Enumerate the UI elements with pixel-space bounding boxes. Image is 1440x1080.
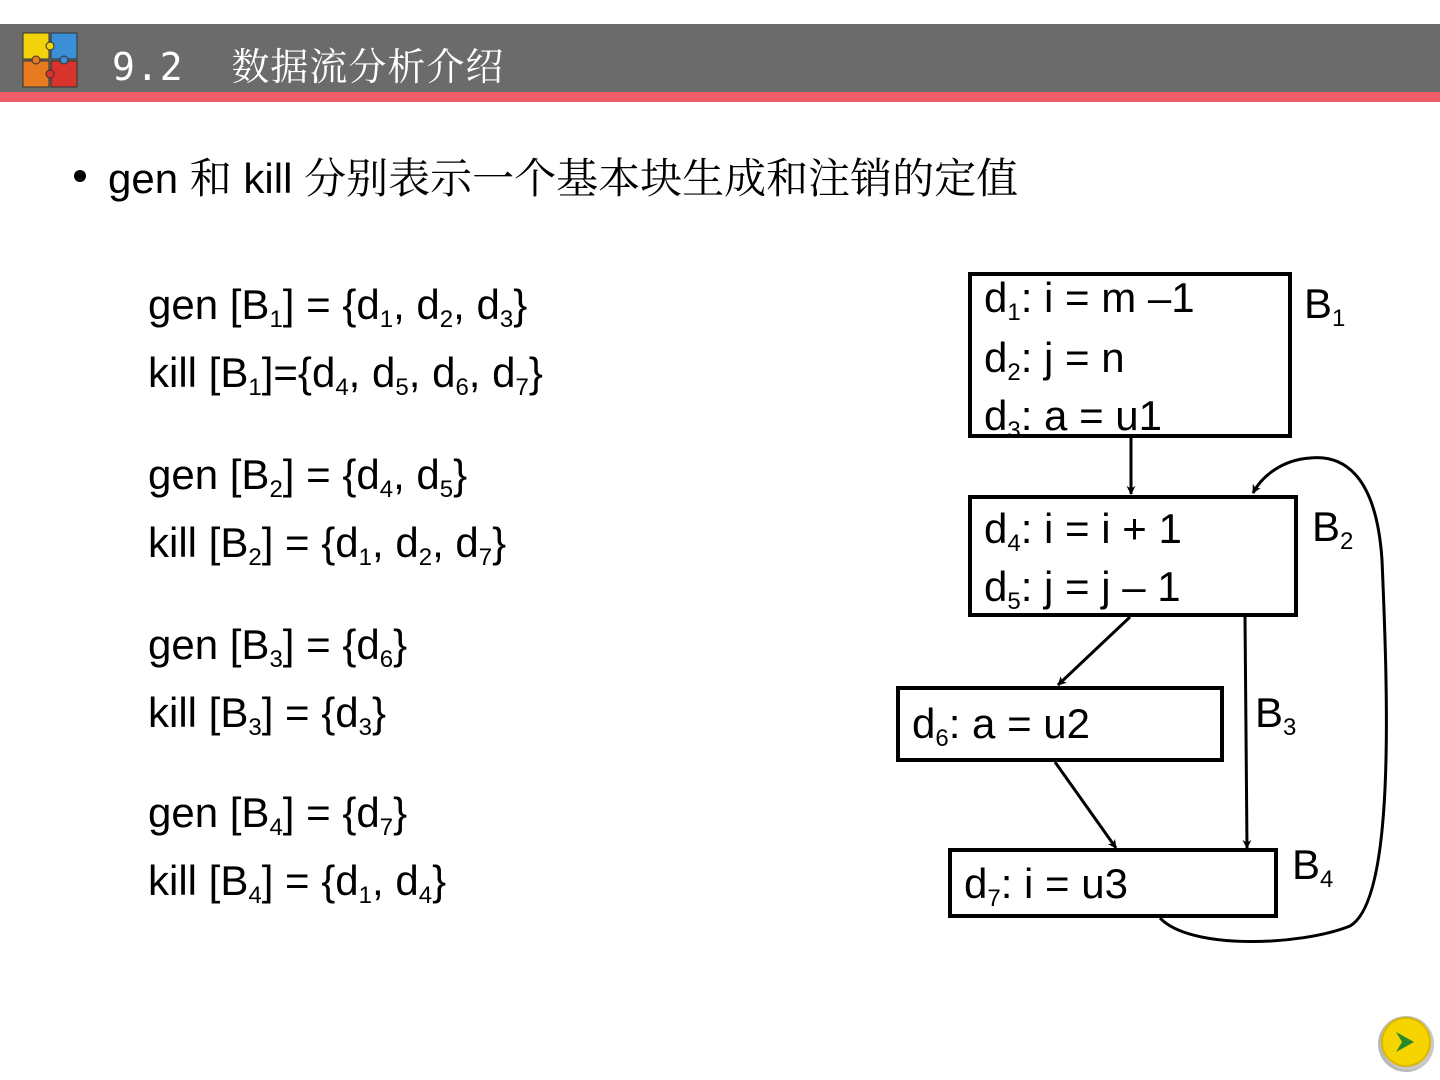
gen-equation: gen $[B_2] = \{d_4$, $d_5$} (148, 451, 468, 503)
basic-block-b4 (948, 848, 1278, 918)
block-statement: $d_5$: j = j – 1 (984, 563, 1181, 615)
block-label-b4: $B_4$ (1292, 841, 1334, 893)
equation-group-b3 (148, 611, 407, 747)
equation-group-b4 (148, 779, 446, 915)
gen-equation: gen $[B_3] = \{d_6\}$ (148, 621, 408, 673)
basic-block-b1 (968, 272, 1292, 444)
edge-b3-b4 (1055, 762, 1116, 848)
gen-equation: gen $[B_4] = \{d_7\}$ (148, 789, 408, 841)
block-label-b3: $B_3$ (1255, 689, 1297, 741)
basic-block-b3 (896, 686, 1224, 762)
block-label-b2: $B_2$ (1312, 503, 1354, 555)
kill-equation: kill $[B_1]=\{d_4$, $d_5$, $d_6$, $d_7$} (148, 349, 543, 401)
slide-title (112, 36, 504, 91)
block-statement: $d_1$: i = m –1 (984, 274, 1195, 326)
kill-equation: kill $[B_4] = \{d_1$, $d_4$} (148, 857, 447, 909)
section-title: 数据流分析介绍 (231, 45, 505, 89)
kill-equation: kill $[B_2] = \{d_1$, $d_2$, $d_7$} (148, 519, 507, 571)
bullet-item (74, 146, 1018, 206)
block-label-b1: $B_1$ (1304, 280, 1346, 332)
block-statement: $d_6$: a = u2 (912, 700, 1090, 752)
next-slide-button[interactable] (1378, 1016, 1434, 1072)
block-statement: $d_4$: i = i + 1 (984, 505, 1182, 557)
block-statement: $d_7$: i = u3 (964, 860, 1128, 912)
next-arrow-icon (1378, 1016, 1434, 1072)
bullet-dot-icon (74, 170, 86, 182)
edge-b2-b4 (1245, 617, 1247, 848)
basic-block-b2 (968, 495, 1298, 617)
puzzle-logo-icon (22, 32, 78, 88)
bullet-text: gen 和 kill 分别表示一个基本块生成和注销的定值 (108, 155, 1019, 202)
kill-equation: kill $[B_3] = \{d_3\}$ (148, 689, 387, 741)
block-statement: $d_3$: a = u1 (984, 392, 1162, 444)
gen-equation: gen $[B_1] = \{d_1$, $d_2$, $d_3$} (148, 281, 528, 333)
section-number: 9.2 (112, 45, 184, 89)
equation-group-b2 (148, 441, 506, 577)
block-statement: $d_2$: j = n (984, 334, 1125, 386)
equation-group-b1 (148, 271, 543, 407)
header-accent-line (0, 92, 1440, 102)
edge-b2-b3 (1058, 617, 1130, 685)
